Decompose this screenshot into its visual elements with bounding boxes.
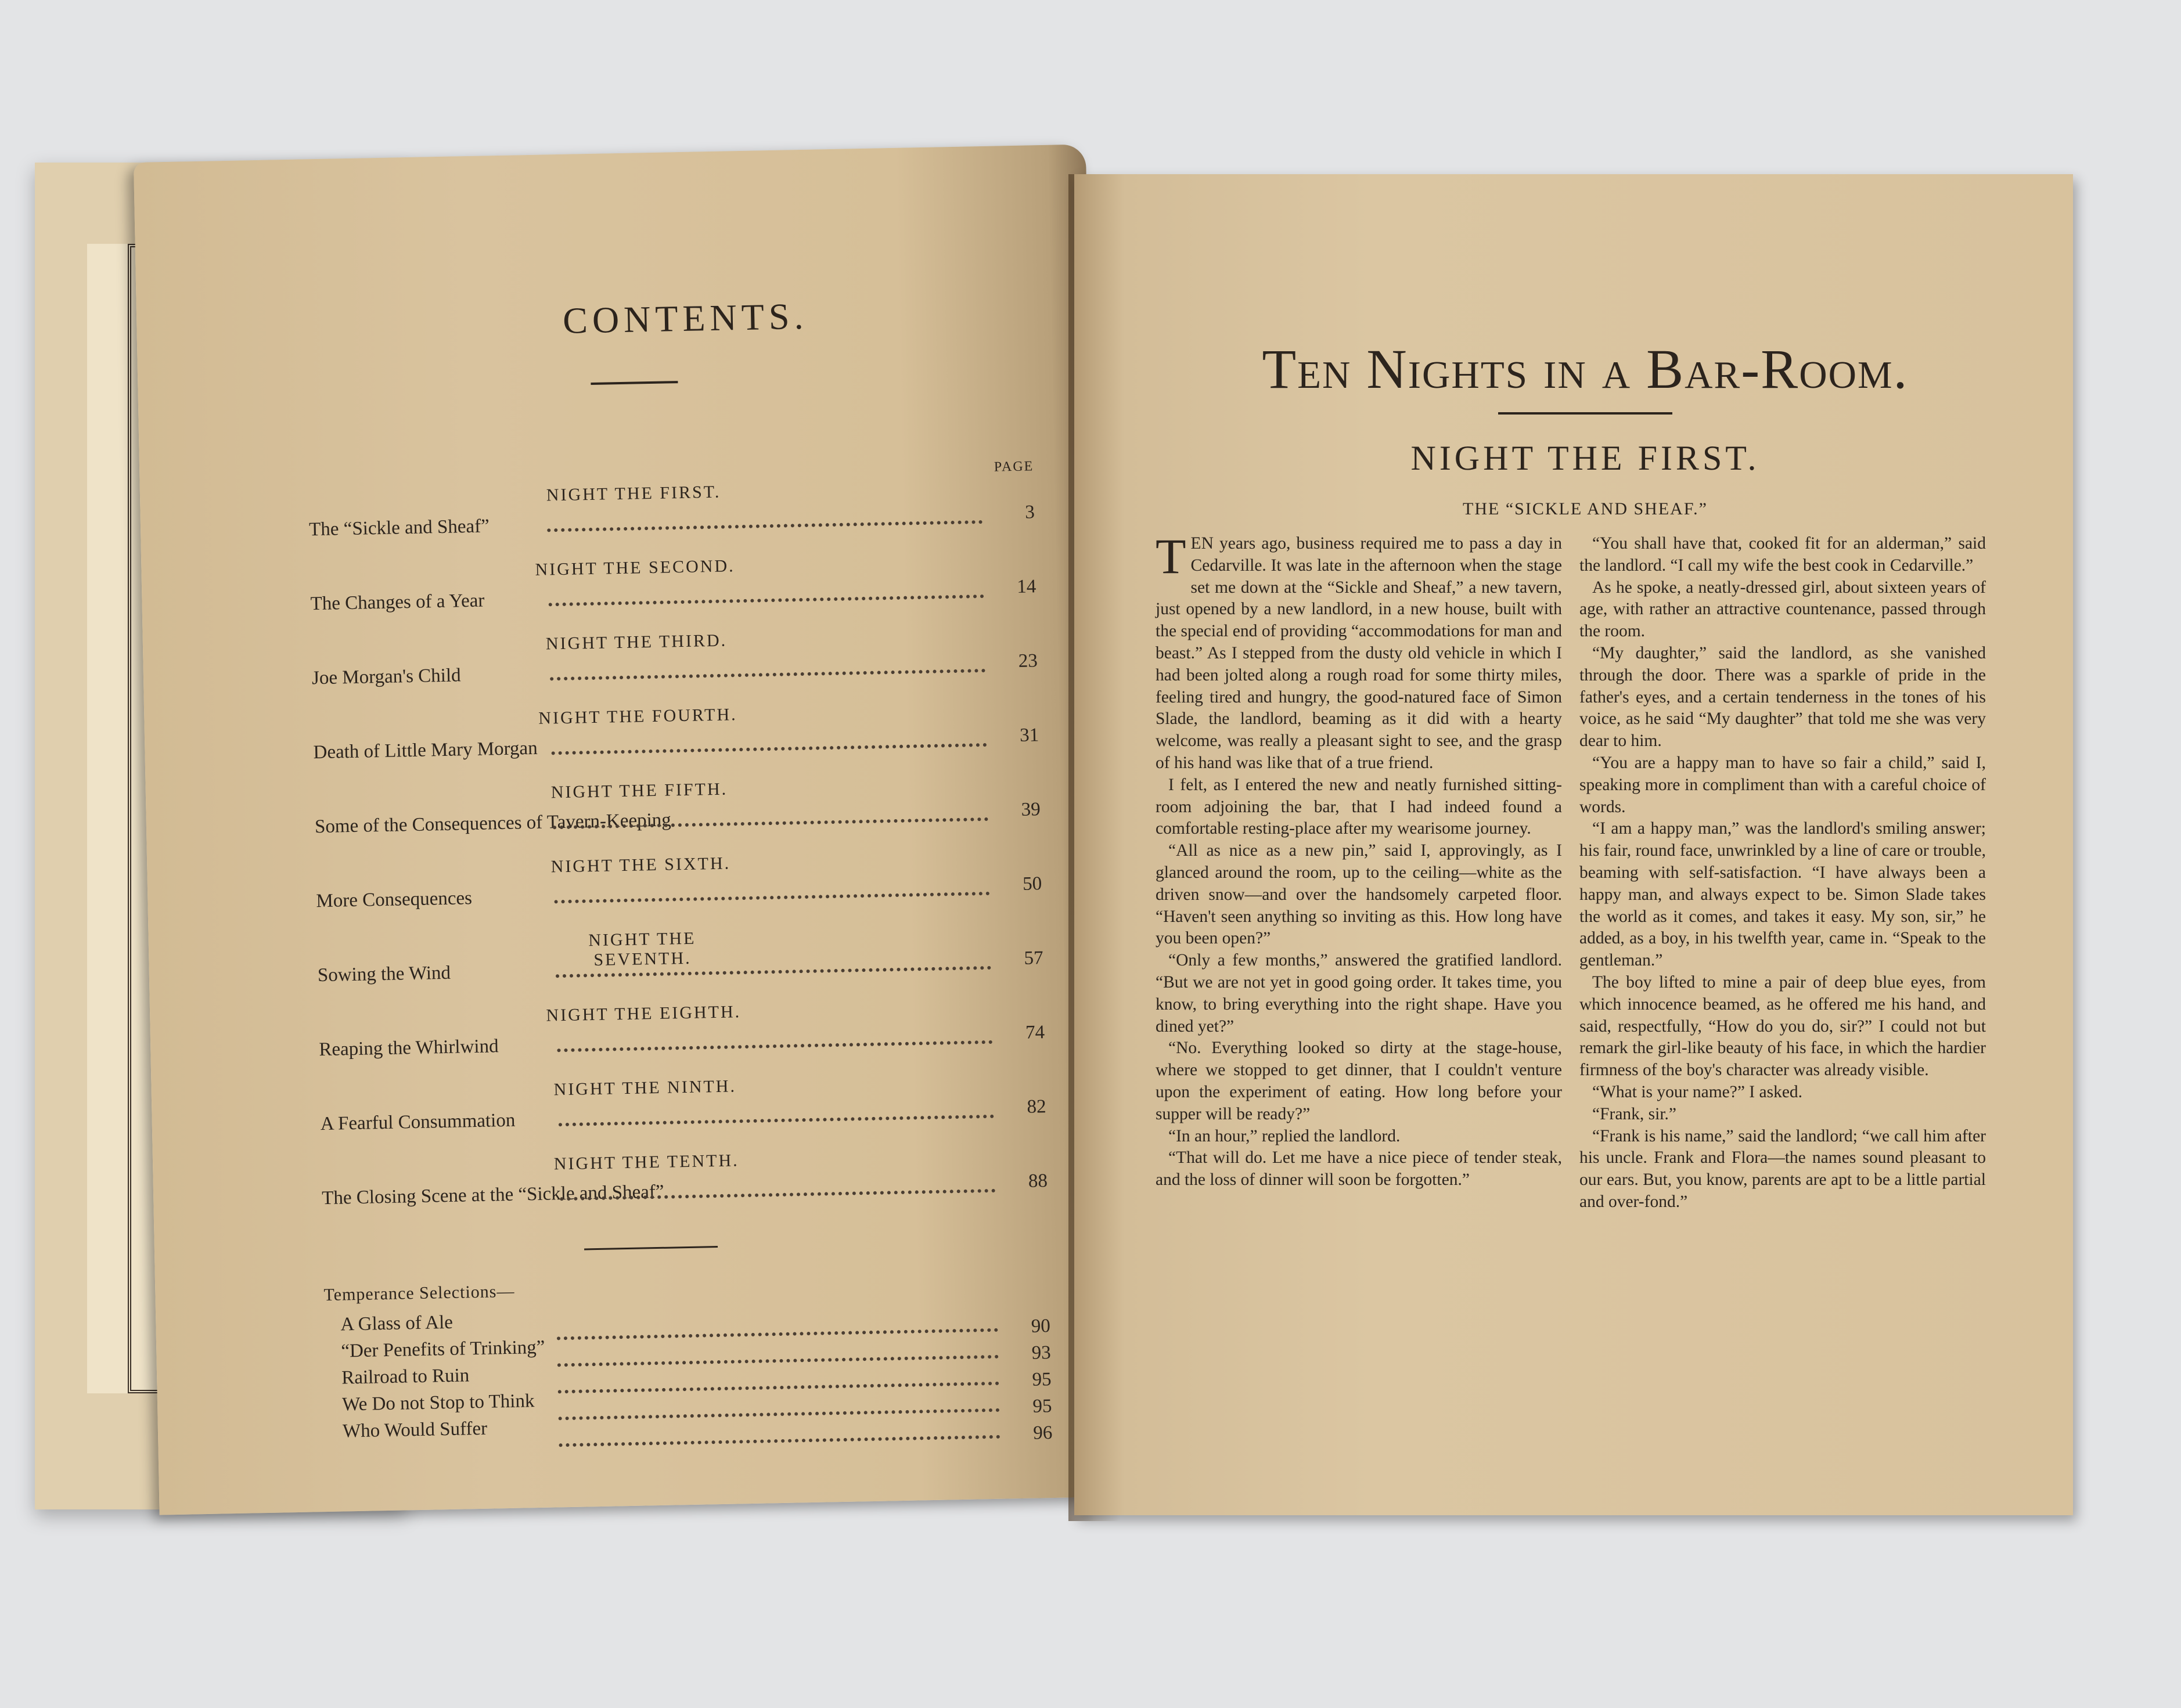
book-title-rule [1498, 412, 1672, 415]
paragraph-text: “All as nice as a new pin,” said I, approvingly, as I glanced around the room, up to the ceiling—white as the driven snow—and over the handsomely carpeted floor. “Haven't seen anything so inviting as this. How long have you been open?” [1156, 841, 1562, 948]
paragraph-text: As he spoke, a neatly-dressed girl, about sixteen years of age, with rather an attractive countenance, passed through the room. [1579, 578, 1986, 641]
paragraph-text: I felt, as I entered the new and neatly furnished sitting-room adjoining the bar, that I had indeed found a comfortable resting-place after my wearisome journey. [1156, 775, 1562, 838]
text-column-right [1579, 533, 1986, 1213]
toc-night-heading: NIGHT THE EIGHTH. [546, 1002, 742, 1025]
toc-page-number: 23 [1018, 650, 1038, 672]
toc-entry [318, 996, 1045, 1084]
toc-dot-leader [552, 743, 987, 755]
selection-page-number: 93 [1031, 1342, 1051, 1364]
toc-night-heading: NIGHT THE SIXTH. [550, 853, 731, 877]
paragraph [1156, 950, 1562, 1037]
toc-page-number: 39 [1021, 799, 1041, 820]
selection-page-number: 96 [1032, 1422, 1053, 1444]
contents-page [134, 145, 1111, 1515]
selection-dot-leader [559, 1408, 1000, 1421]
toc-page-number: 57 [1024, 947, 1043, 969]
toc-title: Some of the Consequences of Tavern-Keeping [314, 809, 672, 838]
selection-title: A Glass of Ale [340, 1311, 454, 1335]
toc-night-heading: NIGHT THE SEVENTH. [588, 928, 696, 970]
paragraph [1156, 528, 1562, 774]
paragraph [1156, 1037, 1562, 1125]
toc-title: Reaping the Whirlwind [319, 1036, 499, 1061]
selection-title: Railroad to Ruin [341, 1365, 470, 1389]
toc-page-number: 82 [1027, 1096, 1046, 1118]
paragraph-text: “Only a few months,” answered the gratified landlord. “But we are not yet in good going order. It takes time, you know, to bring everything into the right shape. Have you dined yet?” [1156, 951, 1562, 1036]
toc-night-heading: NIGHT THE SECOND. [535, 556, 735, 579]
toc-dot-leader [555, 892, 990, 903]
toc-page-number: 14 [1016, 576, 1036, 597]
toc-night-heading: NIGHT THE THIRD. [545, 630, 728, 654]
paragraph-text: “My daughter,” said the landlord, as she vanished through the door. There was a sparkle of pride in the father's eyes, and a certain tenderness in the tones of his voice, as he said “My daughter” that told me she was very dear to him. [1579, 643, 1986, 751]
toc-title: Death of Little Mary Morgan [313, 737, 538, 763]
paragraph [1579, 577, 1986, 643]
toc-page-number: 31 [1019, 725, 1039, 746]
paragraph [1579, 972, 1986, 1082]
chapter-title: NIGHT THE FIRST. [1410, 439, 1760, 477]
selections-heading: Temperance Selections— [323, 1281, 515, 1305]
toc-dot-leader [547, 520, 982, 532]
paragraph [1579, 1126, 1986, 1213]
selection-dot-leader [557, 1328, 998, 1341]
paragraph [1579, 643, 1986, 752]
page-column-label: PAGE [994, 459, 1034, 475]
toc-title: More Consequences [316, 888, 473, 912]
toc-night-heading: NIGHT THE NINTH. [553, 1076, 737, 1100]
paragraph [1156, 1147, 1562, 1191]
paragraph [1156, 840, 1562, 950]
toc-entry [320, 1071, 1047, 1159]
toc-title: A Fearful Consummation [320, 1109, 516, 1135]
toc-page-number: 3 [1025, 502, 1035, 523]
paragraph-text: “Frank, sir.” [1592, 1104, 1677, 1123]
toc-page-number: 88 [1028, 1170, 1048, 1192]
toc-title: The Closing Scene at the “Sickle and Sheaf” [321, 1181, 664, 1209]
toc-entry [321, 1145, 1048, 1233]
selection-page-number: 95 [1032, 1369, 1052, 1390]
paragraph-text: “That will do. Let me have a nice piece of tender steak, and the loss of dinner will soon be forgotten.” [1156, 1148, 1562, 1190]
selections-rule [584, 1246, 718, 1250]
toc-dot-leader [557, 1040, 992, 1052]
paragraph [1156, 1126, 1562, 1148]
paragraph [1156, 774, 1562, 840]
chapter-page [1074, 174, 2073, 1515]
drop-cap: T [1156, 528, 1186, 584]
paragraph-text: “You shall have that, cooked fit for an alderman,” said the landlord. “I call my wife the best cook in Cedarville.” [1579, 534, 1986, 575]
toc-dot-leader [559, 1115, 994, 1126]
paragraph-text: “You are a happy man to have so fair a child,” said I, speaking more in compliment than with a careful choice of words. [1579, 753, 1986, 816]
toc-title: The “Sickle and Sheaf” [308, 516, 490, 540]
selection-dot-leader [558, 1382, 999, 1394]
selection-title: Who Would Suffer [342, 1418, 488, 1442]
toc-title: The Changes of a Year [310, 590, 485, 615]
book-title: Ten Nights in a Bar-Room. [1262, 338, 1909, 400]
paragraph [1579, 533, 1986, 577]
toc-night-heading: NIGHT THE FIFTH. [550, 779, 728, 802]
toc-entry [314, 773, 1041, 862]
table-of-contents [308, 476, 1048, 1233]
selection-dot-leader [557, 1355, 999, 1367]
toc-page-number: 74 [1025, 1022, 1045, 1043]
paragraph-text: “Frank is his name,” said the landlord; “we call him after his uncle. Frank and Flora—the names sound pleasant to our ears. But, you know, parents are apt to be a little partial and over-fond.” [1579, 1126, 1986, 1211]
paragraph [1579, 818, 1986, 972]
selection-title: “Der Penefits of Trinking” [341, 1336, 545, 1362]
paragraph-text: “In an hour,” replied the landlord. [1168, 1126, 1401, 1145]
toc-night-heading: NIGHT THE FOURTH. [538, 705, 737, 728]
paragraph [1579, 752, 1986, 818]
paragraph-text: EN years ago, business required me to pass a day in Cedarville. It was late in the afternoon when the stage set me down at the “Sickle and Sheaf,” a new tavern, just opened by a new landlord, in a new house, built with the special end of providing “accommodations for man and beast.” As I stepped from the dusty old vehicle in which I had been jolted along a rough road for some thirty miles, feeling tired and hungry, the good-natured face of Simon Slade, the landlord, beaming as it did with a hearty welcome, was really a pleasant sight to see, and the grasp of his hand was like that of a true friend. [1156, 534, 1562, 772]
selection-dot-leader [559, 1435, 1000, 1447]
toc-entry [311, 625, 1038, 713]
paragraph [1579, 1082, 1986, 1104]
chapter-subtitle: THE “SICKLE AND SHEAF.” [1463, 499, 1708, 518]
paragraph [1579, 1104, 1986, 1126]
toc-entry [315, 848, 1042, 936]
contents-title: CONTENTS. [562, 295, 809, 341]
selection-title: We Do not Stop to Think [341, 1390, 535, 1415]
toc-page-number: 50 [1022, 873, 1042, 895]
toc-dot-leader [550, 669, 985, 680]
toc-title: Joe Morgan's Child [311, 665, 461, 689]
paragraph-text: “What is your name?” I asked. [1592, 1082, 1803, 1101]
selection-page-number: 95 [1032, 1396, 1052, 1417]
toc-entry [317, 922, 1044, 1010]
toc-entry [308, 476, 1035, 564]
paragraph-text: “I am a happy man,” was the landlord's smiling answer; his fair, round face, unwrinkled by a line of care or trouble, beaming with self-satisfaction. “I have always been a happy man, and always expect to be. Simon Slade takes the world as it comes, and takes it easy. My son, sir,” he added, as a boy, in his twelfth year, came in. “Speak to the gentleman.” [1579, 819, 1986, 970]
paragraph-text: The boy lifted to mine a pair of deep blue eyes, from which innocence beamed, as he offered me his hand, and said, respectfully, “How do you do, sir?” I could not but remark the girl-like beauty of his face, in which the hardier firmness of the boy's character was already visible. [1579, 972, 1986, 1080]
toc-entry [312, 699, 1039, 787]
toc-entry [309, 550, 1036, 639]
paragraph-text: “No. Everything looked so dirty at the stage-house, where we stopped to get dinner, that I couldn't venture upon the experiment of eating. How long before your supper will be ready?” [1156, 1039, 1562, 1123]
text-column-left [1156, 528, 1562, 1191]
toc-night-heading: NIGHT THE FIRST. [546, 482, 721, 505]
toc-dot-leader [549, 594, 984, 606]
title-rule [591, 381, 678, 385]
toc-night-heading: NIGHT THE TENTH. [553, 1151, 739, 1174]
selection-page-number: 90 [1031, 1316, 1051, 1337]
toc-title: Sowing the Wind [317, 962, 451, 986]
